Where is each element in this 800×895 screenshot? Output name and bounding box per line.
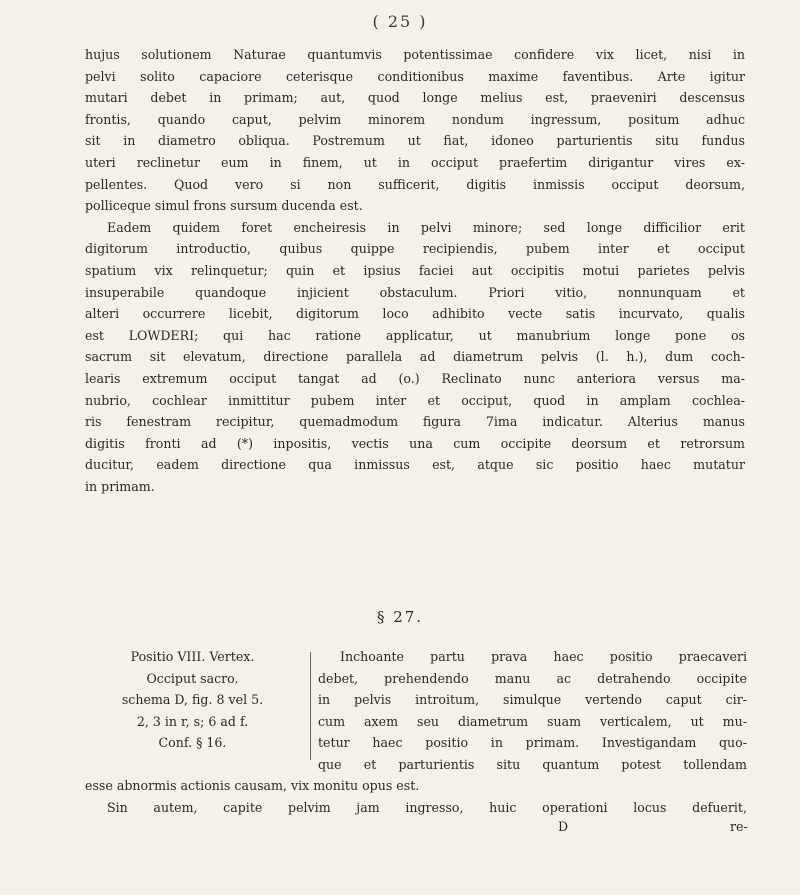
text-line: que et parturientis situ quantum potest tollendam (318, 756, 747, 772)
text-line: pelvi solito capaciore ceterisque conditionibus maxime faventibus. Arte igitur (85, 68, 745, 84)
margin-note-line: Positio VIII. Vertex. (130, 649, 255, 664)
text-line: esse abnormis actionis causam, vix monitu opus est. (85, 778, 420, 793)
text-line: spatium vix relinquetur; quin et ipsius faciei aut occipitis motui parietes pelvis (85, 262, 745, 278)
text-line: pellentes. Quod vero si non sufficerit, digitis inmissis occiput deorsum, (85, 176, 745, 192)
text-line: in primam. (85, 478, 155, 494)
catchword: re- (730, 819, 748, 834)
text-line: digitis fronti ad (*) inpositis, vectis una cum occipite deorsum et retrorsum (85, 435, 745, 451)
text-line: digitorum introductio, quibus quippe recipiendis, pubem inter et occiput (85, 241, 745, 257)
margin-note-line: schema D, fig. 8 vel 5. (121, 692, 264, 708)
text-line: polliceque simul frons sursum ducenda est. (85, 198, 363, 214)
text-line: alteri occurrere licebit, digitorum loco adhibito vecte satis incurvato, qualis (85, 306, 745, 322)
text-line: insuperabile quandoque injicient obstaculum. Priori vitio, nonnunquam et (85, 284, 745, 300)
signature-mark: D (558, 819, 569, 834)
bottom-text-block (85, 775, 747, 818)
section-heading: § 27. (376, 608, 424, 626)
margin-note (80, 646, 305, 754)
page-number: ( 25 ) (372, 12, 428, 31)
margin-note-line: Conf. § 16. (158, 735, 227, 751)
text-line: sit in diametro obliqua. Postremum ut fiat, idoneo parturientis situ fundus (85, 133, 745, 149)
text-line: learis extremum occiput tangat ad (o.) Reclinato nunc anteriora versus ma- (85, 370, 745, 386)
text-line: tetur haec positio in primam. Investigandam quo- (318, 735, 747, 751)
text-line: est LOWDERI; qui hac ratione applicatur, ut manubrium longe pone os (85, 327, 745, 343)
text-line: sacrum sit elevatum, directione parallela ad diametrum pelvis (l. h.), dum coch- (85, 349, 745, 365)
text-line: ris fenestram recipitur, quemadmodum figura 7ima indicatur. Alterius manus (85, 414, 745, 430)
text-line: ducitur, eadem directione qua inmissus est, atque sic positio haec mutatur (85, 457, 745, 473)
side-text-block (318, 646, 747, 776)
text-line: Eadem quidem foret encheiresis in pelvi minore; sed longe difficilior erit (107, 219, 745, 235)
margin-note-line: 2, 3 in r, s; 6 ad f. (136, 713, 249, 729)
column-divider (310, 652, 311, 760)
text-line: nubrio, cochlear inmittitur pubem inter et occiput, quod in amplam cochlea- (85, 392, 745, 408)
text-line: Sin autem, capite pelvim jam ingresso, huic operationi locus defuerit, (107, 799, 747, 815)
text-line: mutari debet in primam; aut, quod longe melius est, praeveniri descensus (85, 90, 745, 106)
margin-note-line: Occiput sacro. (146, 670, 239, 686)
text-line: uteri reclinetur eum in finem, ut in occiput praefertim dirigantur vires ex- (85, 154, 745, 170)
page-footer (0, 819, 800, 841)
text-line: cum axem seu diametrum suam verticalem, ut mu- (318, 713, 747, 729)
main-text-block (85, 44, 745, 497)
text-line: hujus solutionem Naturae quantumvis potentissimae confidere vix licet, nisi in (85, 47, 745, 62)
text-line: frontis, quando caput, pelvim minorem nondum ingressum, positum adhuc (85, 111, 745, 127)
text-line: Inchoante partu prava haec positio praecaveri (340, 649, 747, 664)
text-line: debet, prehendendo manu ac detrahendo occipite (318, 670, 747, 686)
text-line: in pelvis introitum, simulque vertendo caput cir- (318, 692, 747, 708)
